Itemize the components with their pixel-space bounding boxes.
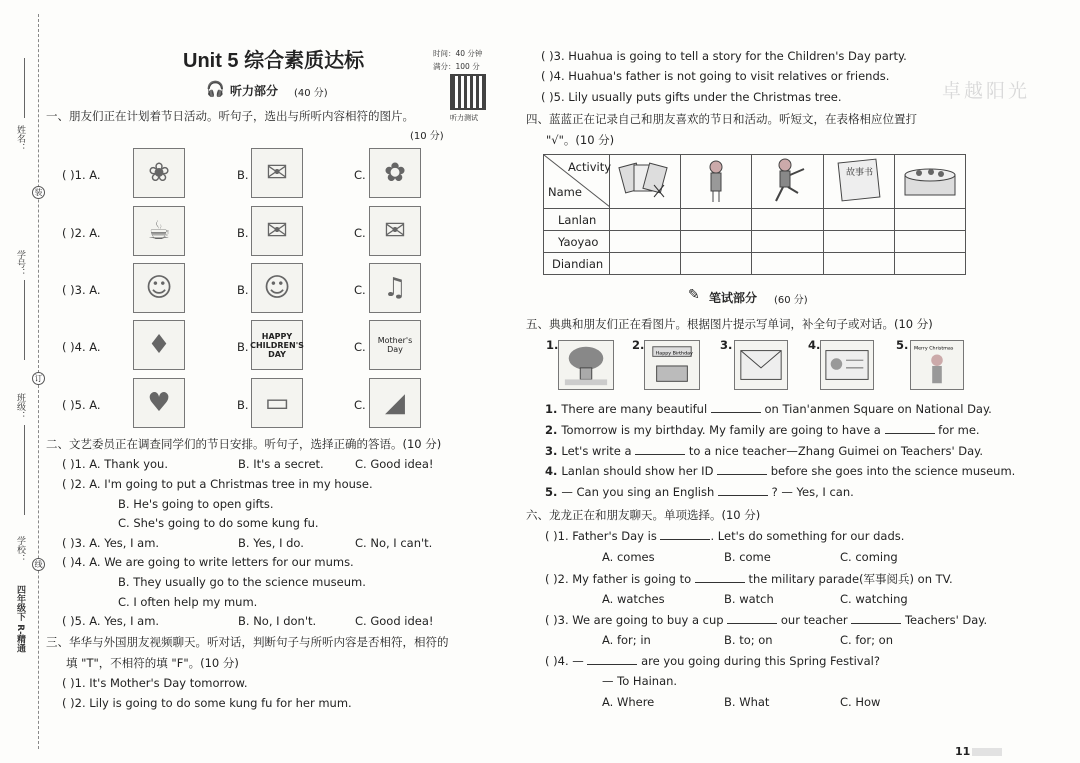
binding-mark-3: 线	[32, 558, 45, 571]
p2-q3-c: C. No, I can't.	[355, 536, 433, 550]
p3-item-5: ( )5. Lily usually puts gifts under the Christmas tree.	[541, 90, 842, 104]
p5-pic-num-3: 3.	[720, 338, 733, 352]
gift-card-picture: ♦	[133, 320, 185, 370]
p6-q3-stem-a: ( )3. We are going to buy a cup	[545, 613, 724, 627]
answer-blank[interactable]	[718, 486, 768, 496]
p2-q4-b: B. They usually go to the science museum.	[118, 575, 366, 589]
col-name-label: Name	[548, 185, 582, 199]
option-c-label: C.	[354, 283, 366, 297]
answer-blank[interactable]	[885, 424, 935, 434]
p6-q1-a: A. comes	[602, 550, 655, 564]
pencil-icon: ✎	[688, 287, 700, 303]
option-b-label: B.	[237, 226, 249, 240]
sentence-text: for me.	[934, 423, 980, 437]
birthday-party-picture	[644, 340, 700, 390]
p3-item-4: ( )4. Huahua's father is not going to visit relatives or friends.	[541, 69, 890, 83]
id-card-picture	[820, 340, 874, 390]
watermark: 卓越阳光	[942, 80, 1031, 102]
check-cell[interactable]	[752, 209, 823, 231]
p1-question-number: ( )2. A.	[62, 226, 101, 240]
p1-question-number: ( )1. A.	[62, 168, 101, 182]
card-picture: ✉	[251, 206, 303, 256]
p2-q5-a: ( )5. A. Yes, I am.	[62, 614, 160, 628]
qr-label: 听力测试	[450, 114, 478, 122]
check-cell[interactable]	[823, 253, 894, 275]
p6-q3-stem-b: our teacher	[780, 613, 848, 627]
page-bar	[972, 748, 1002, 756]
written-score: (60 分)	[774, 295, 808, 306]
p6-q4-a: A. Where	[602, 695, 655, 709]
childrens-day-picture: HAPPY CHILDREN'S DAY	[251, 320, 303, 370]
binding-mark-2: 订	[32, 372, 45, 385]
option-c-label: C.	[354, 168, 366, 182]
id-write-line	[24, 280, 25, 360]
p2-q5-b: B. No, I don't.	[238, 614, 317, 628]
p3-item-3: ( )3. Huahua is going to tell a story for the Children's Day party.	[541, 49, 907, 63]
answer-blank[interactable]	[727, 614, 777, 624]
check-cell[interactable]	[894, 231, 965, 253]
sentence-text: There are many beautiful	[561, 402, 711, 416]
page-number: 11	[955, 745, 971, 758]
sentence-number: 3.	[545, 444, 562, 458]
time-limit: 时间：40 分钟	[433, 49, 483, 58]
sentence-number: 4.	[545, 464, 562, 478]
part3-heading: 三、华华与外国朋友视频聊天。听对话，判断句子与所听内容是否相符，相符的	[46, 635, 449, 649]
p5-pic-num-1: 1.	[546, 338, 559, 352]
row-name: Diandian	[544, 253, 610, 275]
sentence-text: Let's write a	[561, 444, 636, 458]
answer-blank[interactable]	[717, 465, 767, 475]
class-write-line	[24, 425, 25, 515]
p2-q3-b: B. Yes, I do.	[238, 536, 304, 550]
option-b-label: B.	[237, 283, 249, 297]
envelope-picture: ✉	[369, 206, 421, 256]
option-c-label: C.	[354, 398, 366, 412]
check-cell[interactable]	[610, 231, 681, 253]
activity-cake-cell	[894, 155, 965, 209]
sentence-text: to a nice teacher—Zhang Guimei on Teachers' Day.	[685, 444, 983, 458]
p6-q1-stem	[545, 529, 904, 543]
mothers-day-card-picture: Mother's Day	[369, 320, 421, 370]
p3-item-2: ( )2. Lily is going to do some kung fu for her mum.	[62, 696, 352, 710]
full-score: 满分：100 分	[433, 62, 480, 71]
part4-heading2: "√"。(10 分)	[546, 133, 615, 147]
activity-sing-cell	[681, 155, 752, 209]
part1-heading: 一、朋友们正在计划着节日活动。听句子，选出与所听内容相符的图片。	[46, 109, 414, 123]
school-label: 学校：	[15, 536, 25, 563]
p6-q4-b: B. What	[724, 695, 770, 709]
grade-label: 四年级下 R-精通	[15, 585, 25, 653]
p2-q5-c: C. Good idea!	[355, 614, 434, 628]
kungfu-icon	[752, 155, 822, 205]
p2-q1-a: ( )1. A. Thank you.	[62, 457, 168, 471]
p6-q3-c: C. for; on	[840, 633, 894, 647]
p5-sentence	[545, 444, 983, 458]
name-write-line	[24, 58, 25, 118]
p6-q2-c: C. watching	[840, 592, 908, 606]
row-name: Lanlan	[544, 209, 610, 231]
page-title: Unit 5 综合素质达标	[183, 50, 365, 72]
id-label: 学号：	[15, 250, 25, 277]
p6-q4-stem-b: are you going during this Spring Festival?	[641, 654, 880, 668]
p2-q1-c: C. Good idea!	[355, 457, 434, 471]
check-cell[interactable]	[681, 209, 752, 231]
computer-picture: ▭	[251, 378, 303, 428]
sentence-number: 5.	[545, 485, 562, 499]
p6-q4-reply: — To Hainan.	[602, 674, 678, 688]
christmas-song-picture	[910, 340, 964, 390]
p6-q1-c: C. coming	[840, 550, 898, 564]
answer-blank[interactable]	[695, 573, 745, 583]
check-cell[interactable]	[610, 253, 681, 275]
p6-q4-stem-a: ( )4. —	[545, 654, 584, 668]
part2-heading: 二、文艺委员正在调查同学们的节日安排。听句子，选择正确的答语。(10 分)	[46, 437, 442, 451]
part6-heading: 六、龙龙正在和朋友聊天。单项选择。(10 分)	[526, 508, 761, 522]
activity-kungfu-cell	[752, 155, 823, 209]
storybook-text: 故事书	[845, 168, 873, 178]
check-cell[interactable]	[894, 253, 965, 275]
p6-q3-stem-c: Teachers' Day.	[904, 613, 988, 627]
answer-blank[interactable]	[851, 614, 901, 624]
girls-picture: ☺	[251, 263, 303, 313]
dancing-kids-picture: ☺	[133, 263, 185, 313]
p6-q2-stem	[545, 571, 953, 587]
p6-q2-stem-a: ( )2. My father is going to	[545, 572, 692, 586]
col-activity-label: Activity	[568, 160, 612, 174]
p2-q2-b: B. He's going to open gifts.	[118, 497, 274, 511]
check-cell[interactable]	[610, 209, 681, 231]
option-b-label: B.	[237, 340, 249, 354]
p2-q1-b: B. It's a secret.	[238, 457, 324, 471]
part5-heading: 五、典典和朋友们正在看图片。根据图片提示写单词，补全句子或对话。(10 分)	[526, 317, 933, 331]
name-label: 姓名：	[15, 125, 25, 152]
answer-blank[interactable]	[711, 403, 761, 413]
p6-q1-b: B. come	[724, 550, 771, 564]
p6-q3-stem	[545, 613, 987, 627]
written-title: 笔试部分	[709, 291, 758, 305]
mug-picture: ☕	[133, 206, 185, 256]
activity-book-cell	[823, 155, 894, 209]
p6-q4-c: C. How	[840, 695, 881, 709]
tv-graph-picture: ◢	[369, 378, 421, 428]
table-row	[544, 209, 966, 231]
decorations-picture: ✿	[369, 148, 421, 198]
option-b-label: B.	[237, 398, 249, 412]
listening-title: 听力部分	[230, 84, 279, 98]
table-row	[544, 231, 966, 253]
p5-sentence	[545, 402, 992, 416]
check-cell[interactable]	[823, 231, 894, 253]
sentence-text: ? — Yes, I can.	[767, 485, 854, 499]
p6-q3-b: B. to; on	[724, 633, 773, 647]
sentence-text: before she goes into the science museum.	[767, 464, 1016, 478]
check-cell[interactable]	[752, 231, 823, 253]
flower-pot-picture	[558, 340, 614, 390]
envelope-card-picture: ✉	[251, 148, 303, 198]
check-cell[interactable]	[681, 231, 752, 253]
p2-q2-c: C. She's going to do some kung fu.	[118, 516, 319, 530]
sentence-number: 1.	[545, 402, 562, 416]
p6-q2-stem-b: the military parade(军事阅兵) on TV.	[748, 572, 953, 586]
p3-item-1: ( )1. It's Mother's Day tomorrow.	[62, 676, 248, 690]
p2-q4-a: ( )4. A. We are going to write letters for our mums.	[62, 555, 354, 569]
bouquet-picture: ❀	[133, 148, 185, 198]
activity-cards-cell	[610, 155, 681, 209]
p5-sentence	[545, 423, 980, 437]
sentence-text: Tomorrow is my birthday. My family are going to have a	[561, 423, 885, 437]
part4-heading: 四、蓝蓝正在记录自己和朋友喜欢的节日和活动。听短文，在表格相应位置打	[526, 112, 917, 126]
stage-picture: ♫	[369, 263, 421, 313]
answer-blank[interactable]	[587, 655, 637, 665]
p5-pic-num-4: 4.	[808, 338, 821, 352]
craft-cards-icon	[610, 155, 680, 205]
check-cell[interactable]	[752, 253, 823, 275]
p6-q2-a: A. watches	[602, 592, 665, 606]
p6-q1-stem-a: ( )1. Father's Day is	[545, 529, 657, 543]
table-header-cell	[544, 155, 610, 209]
p6-q3-a: A. for; in	[602, 633, 651, 647]
check-cell[interactable]	[894, 209, 965, 231]
party-food-icon	[895, 155, 965, 205]
table-row	[544, 253, 966, 275]
class-label: 班级：	[15, 393, 25, 420]
row-name: Yaoyao	[544, 231, 610, 253]
qr-code[interactable]	[450, 74, 486, 110]
christmas-bubble-text: Merry Christmas	[913, 346, 954, 352]
part3-heading2: 填 "T"，不相符的填 "F"。(10 分)	[66, 656, 239, 670]
p5-sentence	[545, 485, 854, 499]
option-c-label: C.	[354, 226, 366, 240]
p1-question-number: ( )3. A.	[62, 283, 101, 297]
activity-table	[543, 154, 966, 275]
part1-score: (10 分)	[410, 131, 444, 142]
sentence-text: — Can you sing an English	[561, 485, 718, 499]
sentence-number: 2.	[545, 423, 562, 437]
p6-q4-stem	[545, 654, 880, 668]
option-b-label: B.	[237, 168, 249, 182]
letter-picture	[734, 340, 788, 390]
listening-score: (40 分)	[294, 88, 328, 99]
p1-question-number: ( )4. A.	[62, 340, 101, 354]
check-cell[interactable]	[823, 209, 894, 231]
piano-heart-picture: ♥	[133, 378, 185, 428]
girl-singing-icon	[681, 155, 751, 205]
headphone-icon: 🎧	[206, 80, 225, 98]
check-cell[interactable]	[681, 253, 752, 275]
storybook-icon	[824, 155, 894, 205]
answer-blank[interactable]	[660, 530, 710, 540]
p5-pic-num-2: 2.	[632, 338, 645, 352]
binding-mark-1: 装	[32, 186, 45, 199]
p6-q2-b: B. watch	[724, 592, 774, 606]
birthday-banner-text: Happy Birthday	[655, 351, 693, 357]
p6-q1-stem-b: . Let's do something for our dads.	[710, 529, 905, 543]
p2-q4-c: C. I often help my mum.	[118, 595, 258, 609]
p5-pic-num-5: 5.	[896, 338, 909, 352]
sentence-text: Lanlan should show her ID	[561, 464, 718, 478]
answer-blank[interactable]	[635, 445, 685, 455]
p5-sentence	[545, 464, 1015, 478]
option-c-label: C.	[354, 340, 366, 354]
p2-q3-a: ( )3. A. Yes, I am.	[62, 536, 160, 550]
p2-q2-a: ( )2. A. I'm going to put a Christmas tree in my house.	[62, 477, 373, 491]
sentence-text: on Tian'anmen Square on National Day.	[760, 402, 992, 416]
p1-question-number: ( )5. A.	[62, 398, 101, 412]
